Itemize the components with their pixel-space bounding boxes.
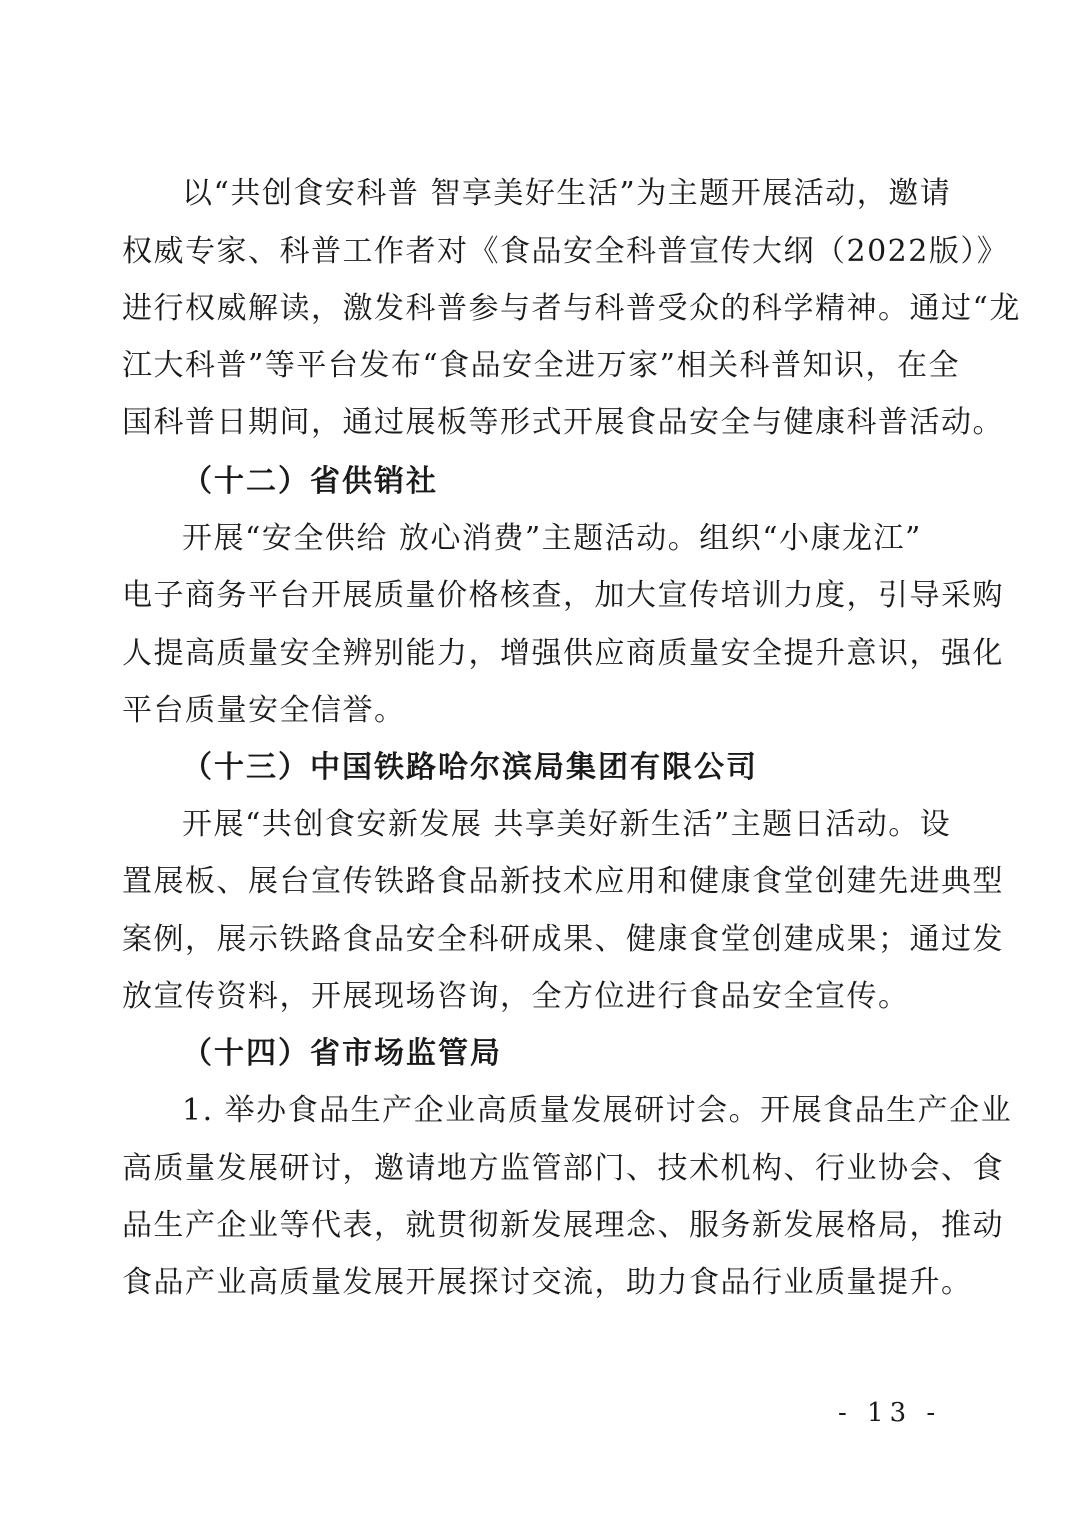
paragraph-line: 开展“共创食安新发展 共享美好新生活”主题日活动。设 <box>182 807 952 842</box>
paragraph-line: 案例，展示铁路食品安全科研成果、健康食堂创建成果；通过发 <box>122 922 1004 957</box>
paragraph-line: 国科普日期间，通过展板等形式开展食品安全与健康科普活动。 <box>122 405 1004 440</box>
paragraph-line: 品生产企业等代表，就贯彻新发展理念、服务新发展格局，推动 <box>122 1208 1004 1243</box>
paragraph-line: 电子商务平台开展质量价格核查，加大宣传培训力度，引导采购 <box>122 578 1004 613</box>
section-heading: （十四）省市场监管局 <box>182 1036 502 1071</box>
section-heading: （十二）省供销社 <box>182 464 438 499</box>
paragraph-line: 1. 举办食品生产企业高质量发展研讨会。开展食品生产企业 <box>182 1093 1013 1128</box>
paragraph-line: 江大科普”等平台发布“食品安全进万家”相关科普知识，在全 <box>122 348 961 383</box>
paragraph-line: 置展板、展台宣传铁路食品新技术应用和健康食堂创建先进典型 <box>122 864 1004 899</box>
paragraph-line: 权威专家、科普工作者对《食品安全科普宣传大纲（2022版）》 <box>122 234 1009 269</box>
paragraph-line: 放宣传资料，开展现场咨询，全方位进行食品安全宣传。 <box>122 979 910 1014</box>
section-heading: （十三）中国铁路哈尔滨局集团有限公司 <box>182 750 758 785</box>
page-number: - 13 - <box>838 1398 942 1428</box>
paragraph-line: 食品产业高质量发展开展探讨交流，助力食品行业质量提升。 <box>122 1265 973 1300</box>
paragraph-line: 进行权威解读，激发科普参与者与科普受众的科学精神。通过“龙 <box>122 291 1021 326</box>
paragraph-line: 高质量发展研讨，邀请地方监管部门、技术机构、行业协会、食 <box>122 1151 1004 1186</box>
paragraph-line: 平台质量安全信誉。 <box>122 693 406 728</box>
paragraph-line: 以“共创食安科普 智享美好生活”为主题开展活动，邀请 <box>182 176 952 211</box>
paragraph-line: 人提高质量安全辨别能力，增强供应商质量安全提升意识，强化 <box>122 636 1004 671</box>
paragraph-line: 开展“安全供给 放心消费”主题活动。组织“小康龙江” <box>182 521 922 556</box>
